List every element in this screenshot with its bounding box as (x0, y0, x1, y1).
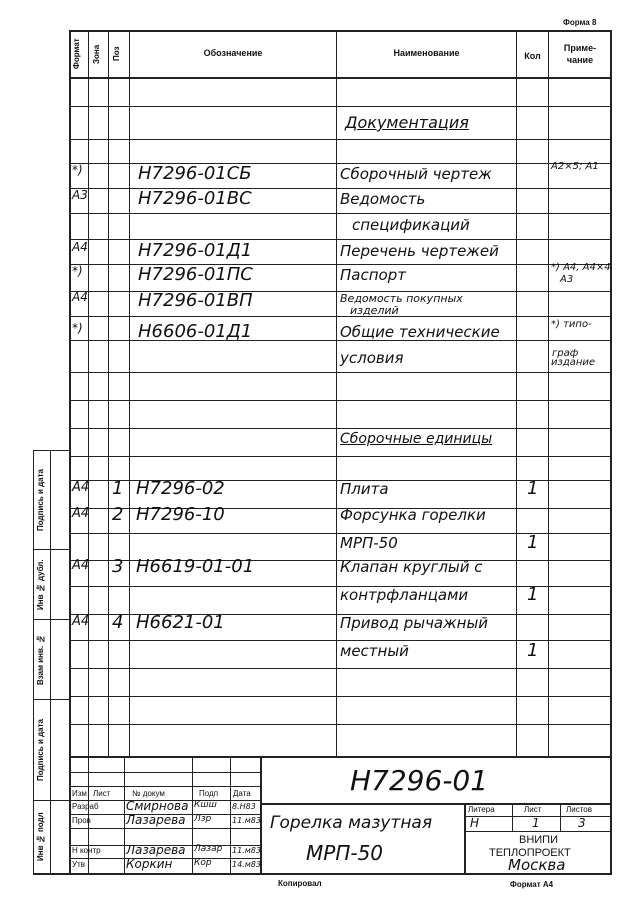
tb-role-label: Н контр (72, 846, 101, 855)
asm-row-name2: МРП-50 (340, 534, 398, 552)
row-line (69, 428, 611, 429)
doc-row-note3: издание (551, 357, 596, 368)
doc-row-format: А4 (72, 240, 88, 254)
tb-right-col (464, 803, 466, 874)
side-stamp-divider (33, 800, 70, 801)
header-note: Приме- чание (563, 43, 597, 65)
doc-row-note2: граф (552, 348, 579, 359)
footer-copied: Копировал (278, 879, 322, 888)
section-documentation: Документация (345, 113, 469, 132)
tb-role-date: 11.м83 (232, 816, 261, 825)
row-line (69, 139, 611, 140)
asm-row-pos: 4 (112, 612, 124, 633)
tb-role-label: Утв (72, 860, 85, 869)
doc-row-designation: Н7296-01СБ (138, 163, 252, 184)
tb-grid-row (69, 828, 260, 829)
doc-row-designation: Н7296-01ПС (138, 264, 253, 285)
doc-row-note: А2×5; А1 (551, 161, 599, 172)
tb-grid-col (230, 756, 231, 874)
asm-row-pos: 2 (112, 504, 124, 525)
asm-row-qty: 1 (527, 478, 539, 499)
tb-role-name: Коркин (126, 857, 173, 871)
header-divider (69, 77, 611, 79)
tb-grid-col (88, 756, 89, 874)
side-stamp-inv-original: Инв № подл (36, 812, 45, 862)
frame-top (69, 30, 611, 32)
doc-row-designation: Н7296-01Д1 (138, 240, 253, 261)
tb-product-name: Горелка мазутная (270, 813, 433, 833)
tb-role-name: Лазарева (126, 813, 186, 827)
doc-row-format: А3 (72, 188, 88, 202)
side-stamp-dup-inv: Инв № дубл. (36, 559, 45, 611)
tb-col-label-list: Лист (93, 789, 111, 798)
tb-role-label: Пров (72, 816, 91, 825)
doc-row-note: *) А4, А4×4 (551, 262, 611, 273)
tb-litera-col (512, 803, 513, 831)
frame-right (610, 30, 612, 874)
doc-row-note: *) типо- (551, 319, 592, 330)
tb-col-label-izm: Изм (72, 789, 87, 798)
tb-role-date: 14.м83 (232, 860, 261, 869)
header-format: Формат (72, 38, 81, 70)
doc-row-format: *) (72, 321, 83, 335)
tb-litera-value: Н (470, 816, 480, 830)
doc-row-name: Общие технические (340, 323, 500, 341)
tb-grid-row (69, 786, 260, 787)
doc-row-format: А4 (72, 290, 88, 304)
doc-row-designation: Н7296-01ВП (138, 290, 253, 311)
side-stamp-divider (33, 549, 70, 550)
asm-row-designation: Н7296-10 (136, 504, 225, 525)
asm-row-name: Форсунка горелки (340, 506, 486, 524)
frame-left (69, 30, 71, 874)
footer-format: Формат А4 (510, 880, 554, 889)
side-stamp-top (33, 450, 70, 451)
side-stamp-divider (33, 699, 70, 700)
tb-sheet-value: 1 (532, 816, 540, 830)
tb-product-model: МРП-50 (306, 841, 384, 865)
tb-role-date: 11.м83 (232, 846, 261, 855)
asm-row-name: Плита (340, 480, 389, 498)
side-stamp-outer (33, 450, 34, 874)
tb-col-label-date: Дата (233, 789, 251, 798)
tb-litera-row2 (464, 831, 611, 832)
tb-role-sign: Лазар (194, 844, 223, 854)
tb-sheets-label: Листов (566, 805, 592, 814)
tb-role-name: Смирнова (126, 799, 189, 813)
row-line (69, 316, 611, 317)
header-qty: Кол (524, 51, 541, 61)
header-zone: Зона (92, 44, 101, 64)
doc-row-name: Паспорт (340, 266, 406, 284)
asm-row-name: Привод рычажный (340, 614, 489, 632)
tb-grid-row (69, 772, 260, 773)
side-stamp-signature-date-top: Подпись и дата (36, 469, 45, 531)
tb-top (69, 756, 611, 758)
asm-row-qty: 1 (527, 532, 539, 553)
tb-sheets-value: 3 (578, 816, 586, 830)
doc-row-format: *) (72, 264, 83, 278)
tb-col-label-doc: № докум (132, 789, 165, 798)
tb-city: Москва (508, 856, 566, 874)
asm-row-name2: контрфланцами (340, 586, 469, 604)
doc-row-name: Сборочный чертеж (340, 165, 492, 183)
doc-row-name: Перечень чертежей (340, 242, 499, 260)
side-stamp-replace-inv: Взам инв. № (36, 634, 45, 686)
side-stamp-inner (50, 450, 51, 874)
tb-grid-col (124, 756, 125, 874)
header-name: Наименование (393, 48, 460, 58)
doc-row-format: *) (72, 163, 83, 177)
tb-doc-number: Н7296-01 (350, 764, 489, 797)
doc-row-designation: Н6606-01Д1 (138, 321, 253, 342)
row-line (69, 213, 611, 214)
asm-row-format: А4 (72, 614, 90, 629)
asm-row-format: А4 (72, 558, 90, 573)
asm-row-name2: местный (340, 642, 409, 660)
tb-role-sign: Кшш (194, 800, 217, 810)
asm-row-name: Клапан круглый с (340, 558, 483, 576)
tb-org2: ТЕПЛОПРОЕКТ (489, 847, 571, 859)
tb-col-label-sign: Подп (199, 789, 219, 798)
doc-row-name: Ведомость покупных (340, 292, 463, 305)
doc-row-name: Ведомость (340, 190, 426, 208)
tb-org1: ВНИПИ (519, 834, 558, 846)
asm-row-format: А4 (72, 506, 90, 521)
tb-role-label: Разраб (72, 802, 99, 811)
doc-row-name2: спецификаций (352, 216, 470, 234)
asm-row-format: А4 (72, 480, 90, 495)
asm-row-pos: 3 (112, 556, 124, 577)
doc-row-name2: условия (340, 349, 404, 367)
header-designation: Обозначение (203, 48, 263, 58)
row-line (69, 372, 611, 373)
asm-row-qty: 1 (527, 640, 539, 661)
form-label: Форма 8 (563, 18, 597, 27)
doc-row-designation: Н7296-01ВС (138, 188, 252, 209)
asm-row-designation: Н6621-01 (136, 612, 225, 633)
row-line (69, 724, 611, 725)
header-pos: Поз (112, 46, 121, 62)
tb-sheets-col (560, 803, 561, 831)
doc-row-note2: А3 (560, 274, 574, 285)
tb-mid (260, 803, 611, 805)
tb-grid-col (192, 756, 193, 874)
tb-sheet-label: Лист (524, 805, 542, 814)
side-stamp-divider (33, 619, 70, 620)
row-line (69, 696, 611, 697)
row-line (69, 456, 611, 457)
doc-row-name2: изделий (350, 304, 399, 317)
row-line (69, 400, 611, 401)
section-assembly-units: Сборочные единицы (340, 431, 493, 447)
tb-litera-label: Литера (468, 805, 495, 814)
tb-role-sign: Лзр (194, 814, 212, 824)
side-stamp-signature-date-bottom: Подпись и дата (36, 719, 45, 781)
tb-role-sign: Кор (194, 858, 212, 868)
asm-row-designation: Н7296-02 (136, 478, 225, 499)
row-line (69, 668, 611, 669)
asm-row-pos: 1 (112, 478, 124, 499)
tb-role-name: Лазарева (126, 843, 186, 857)
row-line (69, 106, 611, 107)
asm-row-designation: Н6619-01-01 (136, 556, 255, 577)
tb-role-date: 8.Н83 (232, 802, 256, 811)
tb-left-col (260, 756, 262, 874)
asm-row-qty: 1 (527, 584, 539, 605)
